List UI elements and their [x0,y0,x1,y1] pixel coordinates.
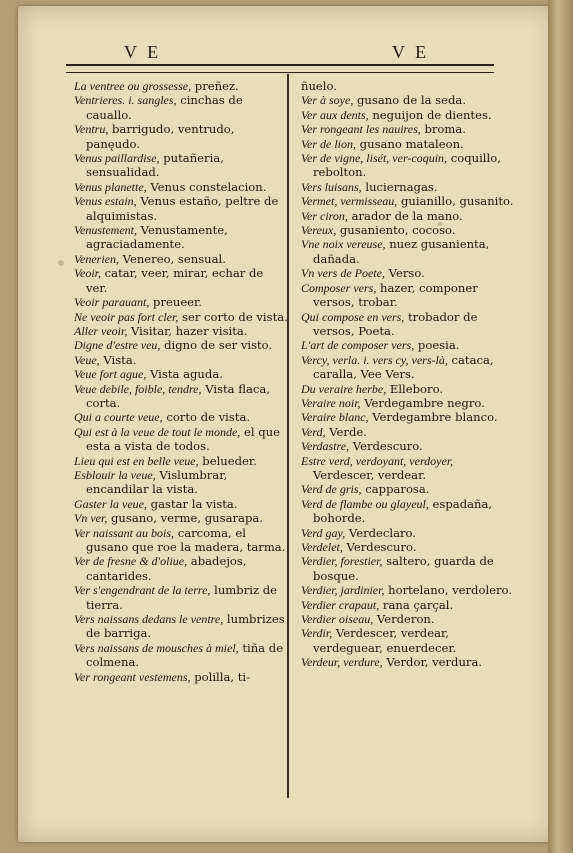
page-gutter [548,0,573,853]
entry-translation: nuez gusanienta, dañada. [313,237,490,266]
ink-blot [58,260,64,266]
dictionary-entry [74,93,288,122]
entry-headword: Vne noix vereuse, [301,237,386,252]
dictionary-entry [301,281,515,310]
entry-translation: catar, veer, mirar, echar de ver. [86,266,264,295]
entry-translation: putañeria, sensualidad. [86,151,224,180]
entry-translation: Verdescer, verdear. [313,467,427,482]
entry-translation: abadejos, cantarides. [86,554,247,583]
entry-translation: Venus estaño, peltre de alquimistas. [86,194,279,223]
entry-translation: Verde. [325,424,367,439]
running-header-left: V E [124,42,162,62]
entry-headword: Ver rongeant les nauires, [301,122,421,137]
entry-translation: Verdescuro. [349,439,423,454]
entry-translation: arador de la mano. [347,208,463,223]
entry-translation: corto de vista. [162,410,251,425]
entry-translation: rana çarçal. [379,597,454,612]
dictionary-entry [301,108,515,122]
entry-headword: Veraire blanc, [301,410,369,425]
entry-translation: luciernagas. [361,179,438,194]
entry-headword: Du veraire herbe, [301,381,387,396]
dictionary-entry [301,410,515,424]
entry-translation: gusano de la seda. [353,93,466,108]
entry-headword: Ver aux dents, [301,107,369,122]
entry-headword: Veoir parauant, [74,295,150,310]
entry-headword: Verd de gris, [301,482,362,497]
entry-translation: barrigudo, ventrudo, panęudo. [86,122,235,151]
dictionary-entry [301,655,515,669]
entry-headword: Venerien, [74,251,119,266]
dictionary-entry [74,338,288,352]
entry-translation: Verdeclaro. [345,525,417,540]
dictionary-entry [74,554,288,583]
entry-headword: Verdelet, [301,540,343,554]
ink-blot [438,222,442,226]
entry-translation: hazer, componer versos, trobar. [313,280,478,310]
entry-translation: el que esta a vista de todos. [86,424,280,454]
entry-headword: Vers luisans, [301,179,362,194]
dictionary-entry [301,93,515,107]
dictionary-entry [74,468,288,497]
entry-headword: Aller veoir, [74,323,128,338]
dictionary-entry [74,641,288,670]
entry-headword: Venus planette, [74,179,147,194]
entry-translation: neguijon de dientes. [368,107,492,122]
entry-translation: saltero, guarda de bosque. [313,554,494,583]
entry-headword: Verdir, [301,626,333,641]
entry-headword: Vereux, [301,223,337,238]
dictionary-entry [74,353,288,367]
entry-translation: tiña de colmena. [86,640,284,670]
entry-headword: Verd de flambe ou glayeul, [301,496,429,511]
dictionary-entry [74,526,288,555]
dictionary-entry [74,670,288,684]
entry-headword: Verdeur, verdure, [301,655,383,670]
entry-headword: Ver naissant au bois, [74,525,175,540]
entry-translation: gusano mataleon. [356,136,464,151]
dictionary-entry [301,396,515,410]
header-rule-thin [66,72,494,73]
entry-headword: Veue debile, foible, tendre, [74,381,202,396]
entry-translation: Verdescuro. [342,540,417,554]
entry-headword: Ver de lion, [301,136,356,151]
entry-translation: belueder. [198,453,257,468]
entry-headword: Qui est à la veue de tout le monde, [74,424,241,439]
entry-headword: Gaster la veue, [74,496,147,511]
dictionary-entry [74,497,288,511]
entry-translation: Verdescer, verdear, verdeguear, enuerdecer. [313,626,457,655]
dictionary-entry [301,338,515,352]
entry-translation: gastar la vista. [146,496,238,511]
entry-translation: preñez. [191,79,239,93]
entry-translation: carcoma, el gusano que roe la madera, tarma. [86,525,286,554]
dictionary-entry [301,482,515,496]
entry-headword: Ventru, [74,122,109,137]
entry-translation: guianillo, gusanito. [397,194,514,209]
entry-headword: Venustement, [74,223,137,238]
dictionary-entry [74,382,288,411]
entry-translation: broma. [420,122,466,137]
entry-headword: Esblouir la veue, [74,467,156,482]
entry-translation: trobador de versos, Poeta. [313,309,478,338]
dictionary-entry [74,425,288,454]
dictionary-entry [74,151,288,180]
entry-translation: ñuelo. [301,79,337,93]
entry-translation: Verdegambre negro. [360,395,485,410]
entry-translation: coquillo, rebolton. [313,151,501,180]
entry-headword: Qui compose en vers, [301,309,405,324]
entry-translation: ser corto de vista. [178,309,288,324]
entry-translation: Vista aguda. [146,367,223,382]
entry-headword: Veue fort ague, [74,367,147,382]
header-rule [66,64,494,66]
entry-headword: Venus paillardise, [74,151,160,166]
entry-headword: Vercy, verla. i. vers cy, vers-là, [301,352,448,367]
dictionary-entry [74,583,288,612]
entry-headword: Ver de fresne & d'oliue, [74,554,188,569]
dictionary-entry [74,295,288,309]
dictionary-entry [301,223,515,237]
entry-headword: Veoir, [74,266,101,281]
dictionary-entry [301,425,515,439]
dictionary-entry [301,626,515,655]
dictionary-entry [74,324,288,338]
entry-translation: Verdegambre blanco. [368,410,498,425]
entry-headword: Ver s'engendrant de la terre, [74,583,211,598]
running-header-right: V E [392,42,430,62]
dictionary-entry [301,454,515,483]
entry-headword: Qui a courte veue, [74,410,163,425]
entry-headword: Composer vers, [301,280,377,295]
entry-headword: Ver de vigne, lisét, ver-coquin, [301,151,448,166]
entry-headword: Digne d'estre veu, [74,338,161,353]
dictionary-entry [74,367,288,381]
dictionary-entry [301,439,515,453]
entry-translation: espadaña, bohorde. [313,496,493,526]
entry-translation: hortelano, verdolero. [384,583,513,598]
entry-headword: Verdier, forestier, [301,554,383,569]
entry-headword: Estre verd, verdoyant, verdoyer, [301,453,454,468]
entry-translation: Elleboro. [386,381,444,396]
entry-headword: Venus estain, [74,194,137,209]
dictionary-entry [301,612,515,626]
entry-headword: Vn vers de Poete, [301,266,385,281]
entry-translation: Verso. [384,266,425,281]
entry-headword: Ver rongeant vestemens, [74,669,191,684]
dictionary-entry [74,180,288,194]
entry-translation: gusano, verme, gusarapa. [107,511,263,526]
entry-headword: Ver à soye, [301,93,354,108]
dictionary-entry [301,151,515,180]
entry-translation: Vislumbrar, encandilar la vista. [86,467,228,497]
dictionary-entry [301,237,515,266]
entry-translation: cataca, caralla, Vee Vers. [313,352,494,382]
dictionary-column-left [74,79,288,684]
dictionary-entry [301,266,515,280]
entry-headword: Verdier crapaut, [301,597,380,612]
dictionary-entry [301,554,515,583]
entry-translation: gusaniento, cocoso. [336,223,456,238]
entry-translation: Visitar, hazer visita. [127,323,248,338]
entry-translation: polilla, ti- [190,669,251,684]
entry-headword: Verd, [301,424,326,439]
dictionary-entry [301,79,515,93]
dictionary-entry [74,223,288,252]
dictionary-entry [74,612,288,641]
entry-translation: poesia. [414,338,460,353]
entry-headword: Vn ver, [74,511,108,526]
entry-translation: digno de ser visto. [160,338,273,353]
dictionary-entry [74,310,288,324]
entry-translation: Vista flaca, corta. [86,381,271,410]
entry-headword: Verd gay, [301,525,346,540]
entry-translation: capparosa. [361,482,430,497]
entry-headword: Veraire noir, [301,395,361,410]
entry-translation: Venereo, sensual. [118,251,226,266]
dictionary-entry [301,180,515,194]
entry-translation: cinchas de cauallo. [86,93,243,122]
entry-headword: Verdier, jardinier, [301,583,385,598]
entry-translation: Vista. [99,352,137,367]
entry-headword: Vers naissans dedans le ventre, [74,612,224,627]
dictionary-entry [74,122,288,151]
entry-headword: Ventrieres. i. sangles, [74,93,177,108]
dictionary-entry [301,583,515,597]
entry-translation: preueer. [149,295,202,310]
dictionary-column-right [301,79,515,670]
entry-headword: Vermet, vermisseau, [301,194,398,209]
dictionary-entry [74,454,288,468]
entry-headword: Verdier oiseau, [301,612,374,627]
entry-translation: Verderon. [373,612,435,627]
entry-translation: Verdor, verdura. [382,655,483,670]
entry-headword: Verdastre, [301,439,350,454]
entry-headword: Ne veoir pas fort cler, [74,309,179,324]
dictionary-entry [74,266,288,295]
entry-headword: Ver ciron, [301,208,348,223]
entry-translation: Venus constelacion. [146,179,267,194]
dictionary-entry [301,540,515,554]
dictionary-entry [74,194,288,223]
entry-headword: L'art de composer vers, [301,338,415,353]
entry-translation: Venustamente, agraciadamente. [86,223,228,252]
entry-translation: lumbrizes de barriga. [86,612,285,641]
entry-headword: Lieu qui est en belle veue, [74,453,199,468]
entry-headword: Veue, [74,352,100,367]
entry-translation: lumbriz de tierra. [86,583,278,612]
dictionary-entry [301,526,515,540]
entry-headword: La ventree ou grossesse, [74,79,192,93]
dictionary-entry [301,137,515,151]
entry-headword: Vers naissans de mousches à miel, [74,640,239,655]
dictionary-entry [301,382,515,396]
dictionary-entry [301,497,515,526]
dictionary-entry [74,511,288,525]
dictionary-entry [301,209,515,223]
dictionary-entry [74,410,288,424]
dictionary-entry [301,122,515,136]
dictionary-entry [301,598,515,612]
dictionary-entry [301,310,515,339]
dictionary-entry [74,252,288,266]
dictionary-entry [74,79,288,93]
dictionary-entry [301,194,515,208]
dictionary-entry [301,353,515,382]
